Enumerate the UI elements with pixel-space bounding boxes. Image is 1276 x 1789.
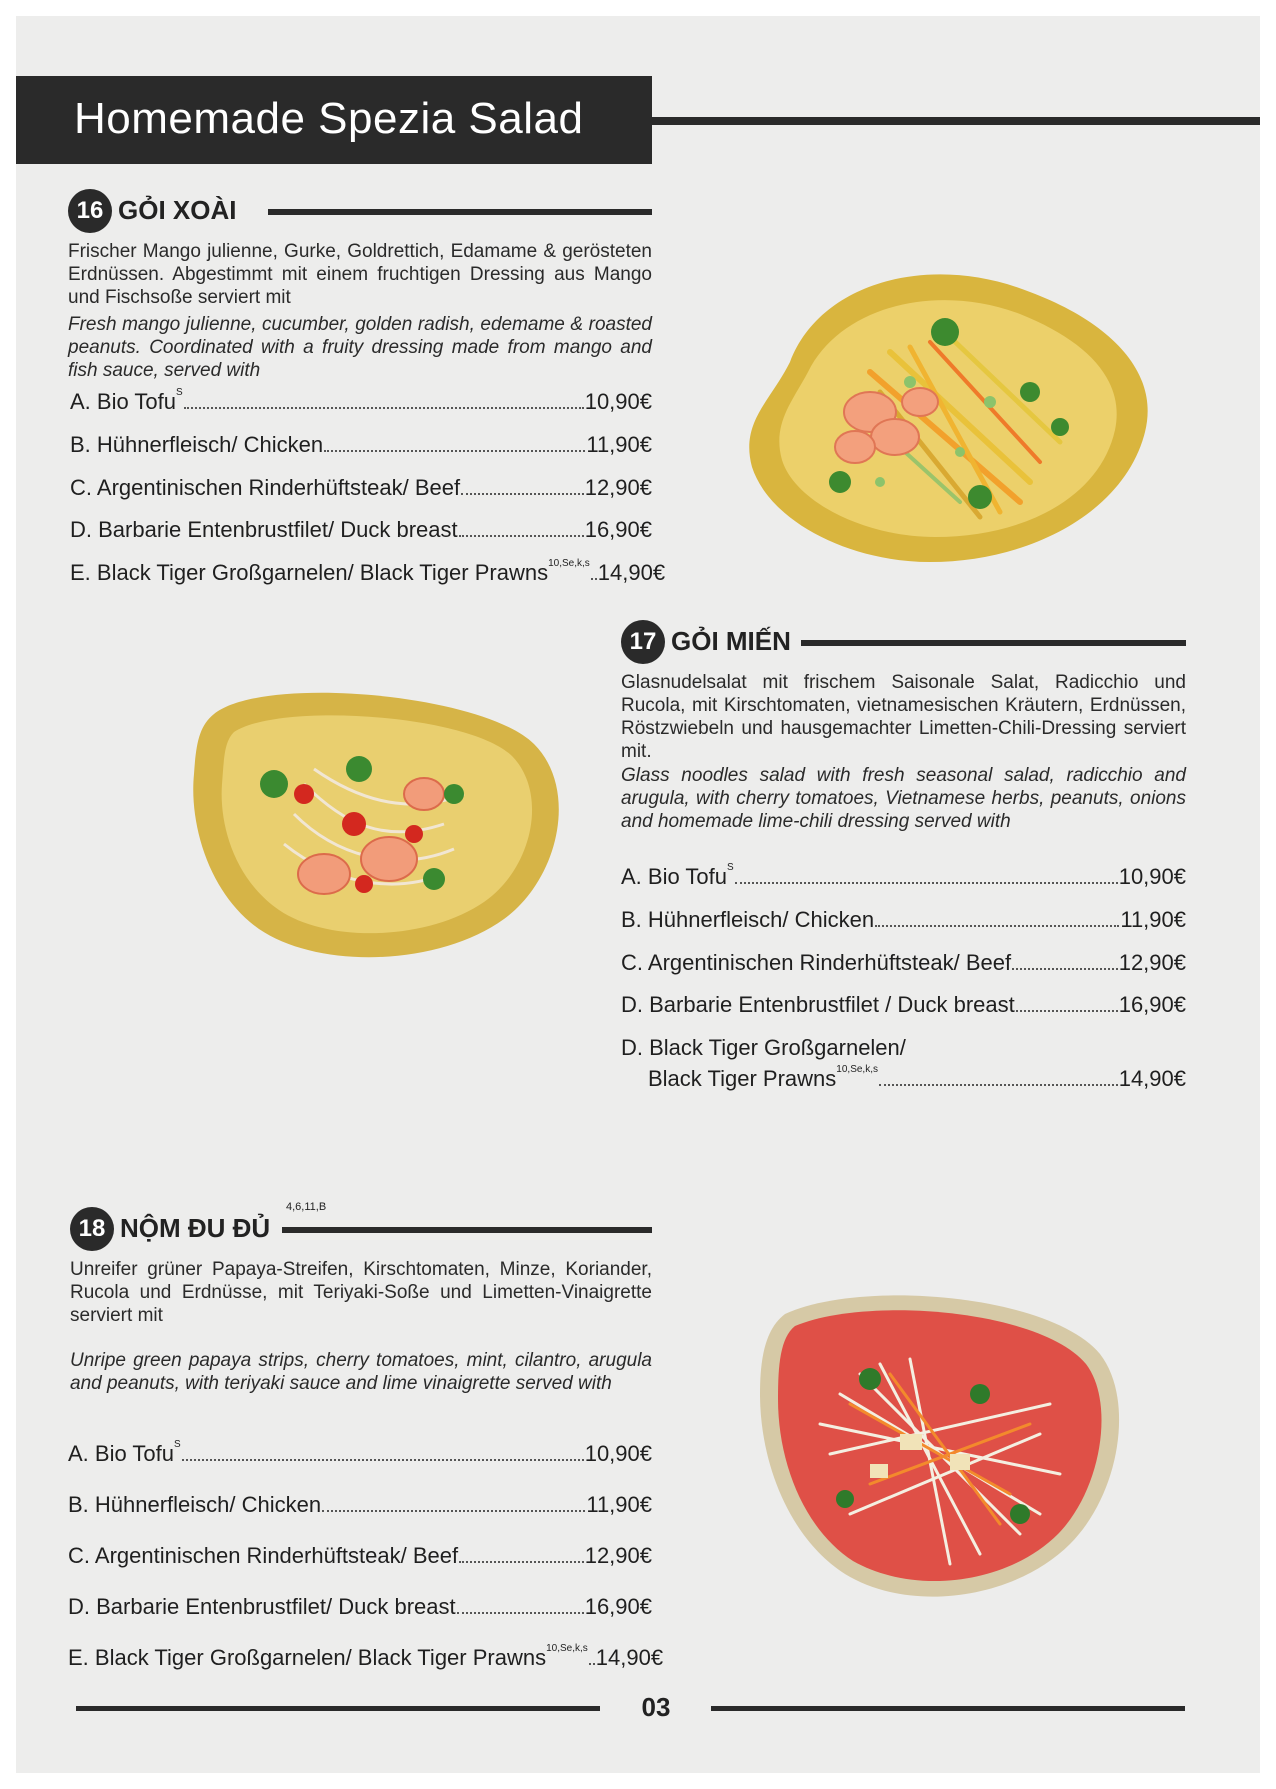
leader-dots (324, 450, 585, 452)
dish-16-photo (730, 252, 1170, 582)
price-row[interactable] (621, 988, 1186, 1018)
allergen-code: 10,Se,k,s (836, 1064, 878, 1075)
leader-dots (875, 925, 1119, 927)
option-price: 11,90€ (586, 1492, 652, 1517)
price-row[interactable] (68, 1590, 652, 1620)
dish-number-badge: 18 (70, 1207, 114, 1251)
price-row[interactable] (68, 1488, 652, 1518)
dish-17-photo (184, 674, 584, 970)
option-label: A. Bio Tofu (68, 1441, 174, 1466)
leader-dots (735, 882, 1118, 884)
allergen-code: 10,Se,k,s (546, 1643, 588, 1654)
option-price: 14,90€ (597, 560, 666, 585)
option-price: 16,90€ (1118, 992, 1186, 1017)
section-banner (16, 76, 652, 164)
option-label: C. Argentinischen Rinderhüftsteak/ Beef (621, 950, 1012, 975)
option-price: 11,90€ (1120, 907, 1186, 932)
allergen-code: S (727, 862, 734, 873)
option-price: 12,90€ (584, 1543, 652, 1568)
option-label: E. Black Tiger Großgarnelen/ Black Tiger Prawns (70, 560, 549, 585)
option-label: D. Barbarie Entenbrustfilet / Duck breast (621, 992, 1015, 1017)
dish-rule (801, 640, 1186, 646)
leader-dots (322, 1510, 585, 1512)
option-label: C. Argentinischen Rinderhüftsteak/ Beef (68, 1543, 459, 1568)
footer-rule-left (76, 1706, 600, 1711)
option-label: E. Black Tiger Großgarnelen/ Black Tiger Prawns (68, 1645, 547, 1670)
option-price: 10,90€ (584, 389, 652, 414)
price-row-line1[interactable] (621, 1031, 1186, 1061)
price-row[interactable] (621, 903, 1186, 933)
allergen-code: S (176, 387, 183, 398)
menu-page (16, 16, 1260, 1773)
leader-dots (589, 1663, 595, 1665)
price-row[interactable] (70, 513, 652, 543)
dish-18-description-de: Unreifer grüner Papaya-Streifen, Kirschtomaten, Minze, Koriander, Rucola und Erdnüsse, mit Teriyaki-Soße und Limetten-Vinaigrette serviert mit (70, 1259, 652, 1326)
dish-18-description-en: Unripe green papaya strips, cherry tomatoes, mint, cilantro, arugula and peanuts, with teriyaki sauce and lime vinaigrette served with (70, 1350, 652, 1394)
price-row[interactable] (68, 1641, 664, 1671)
price-row-line2[interactable] (648, 1062, 1186, 1092)
section-title: Homemade Spezia Salad (74, 94, 584, 143)
option-price: 16,90€ (584, 1594, 652, 1619)
price-row[interactable] (70, 428, 652, 458)
option-price: 11,90€ (586, 432, 652, 457)
leader-dots (1012, 968, 1118, 970)
leader-dots (879, 1084, 1118, 1086)
option-price: 16,90€ (584, 517, 652, 542)
dish-number-badge: 16 (68, 189, 112, 233)
leader-dots (184, 407, 584, 409)
dish-18-photo (750, 1284, 1130, 1614)
leader-dots (457, 1612, 584, 1614)
option-label: D. Black Tiger Großgarnelen/ (621, 1035, 906, 1060)
allergen-code: S (174, 1439, 181, 1450)
option-label: C. Argentinischen Rinderhüftsteak/ Beef (70, 475, 461, 500)
dish-17-header (621, 620, 1186, 664)
option-price: 12,90€ (584, 475, 652, 500)
page-number: 03 (641, 1692, 671, 1722)
banner-rule (652, 117, 1260, 125)
option-price: 14,90€ (1118, 1066, 1186, 1091)
allergen-code: 10,Se,k,s (548, 558, 590, 569)
option-price: 10,90€ (584, 1441, 652, 1466)
leader-dots (591, 578, 597, 580)
dish-16-description-de: Frischer Mango julienne, Gurke, Goldrettich, Edamame & gerösteten Erdnüssen. Abgestimmt mit einem fruchtigen Dressing aus Mango und Fischsoße serviert mit (68, 241, 652, 308)
dish-rule (268, 209, 652, 215)
allergen-code: 4,6,11,B (286, 1201, 327, 1213)
option-price: 12,90€ (1118, 950, 1186, 975)
dish-16-description-en: Fresh mango julienne, cucumber, golden radish, edemame & roasted peanuts. Coordinated with a fruity dressing made from mango and fish sauce, served with (68, 314, 652, 381)
dish-18-header (70, 1201, 652, 1251)
dish-rule (282, 1227, 652, 1233)
leader-dots (459, 535, 584, 537)
price-row[interactable] (68, 1539, 652, 1569)
price-row[interactable] (621, 860, 1186, 890)
price-row[interactable] (70, 385, 652, 415)
option-label: A. Bio Tofu (70, 389, 176, 414)
dish-number-badge: 17 (621, 620, 665, 664)
leader-dots (459, 1561, 584, 1563)
dish-name: GỎI XOÀI (118, 195, 237, 225)
option-label: D. Barbarie Entenbrustfilet/ Duck breast (70, 517, 458, 542)
option-label: Black Tiger Prawns (648, 1066, 837, 1091)
option-label: B. Hühnerfleisch/ Chicken (70, 432, 324, 457)
option-label: B. Hühnerfleisch/ Chicken (621, 907, 875, 932)
price-row[interactable] (70, 556, 666, 586)
option-label: D. Barbarie Entenbrustfilet/ Duck breast (68, 1594, 456, 1619)
leader-dots (461, 493, 584, 495)
option-price: 10,90€ (1118, 864, 1186, 889)
option-label: B. Hühnerfleisch/ Chicken (68, 1492, 322, 1517)
dish-name: NỘM ĐU ĐỦ (120, 1213, 271, 1243)
dish-17-description-en: Glass noodles salad with fresh seasonal salad, radicchio and arugula, with cherry tomatoes, Vietnamese herbs, peanuts, onions and homemade lime-chili dressing served with (621, 765, 1186, 832)
dish-17-description-de: Glasnudelsalat mit frischem Saisonale Salat, Radicchio und Rucola, mit Kirschtomaten, vietnamesischen Kräutern, Erdnüssen, Röstzwiebeln und hausgemachter Limetten-Chili-Dressing serviert mit. (621, 672, 1186, 762)
price-row[interactable] (68, 1437, 652, 1467)
dish-16-header (68, 189, 652, 233)
leader-dots (1016, 1010, 1118, 1012)
footer-rule-right (711, 1706, 1185, 1711)
leader-dots (182, 1459, 584, 1461)
option-price: 14,90€ (595, 1645, 664, 1670)
option-label: A. Bio Tofu (621, 864, 727, 889)
price-row[interactable] (70, 471, 652, 501)
price-row[interactable] (621, 946, 1186, 976)
dish-name: GỎI MIẾN (671, 626, 791, 656)
